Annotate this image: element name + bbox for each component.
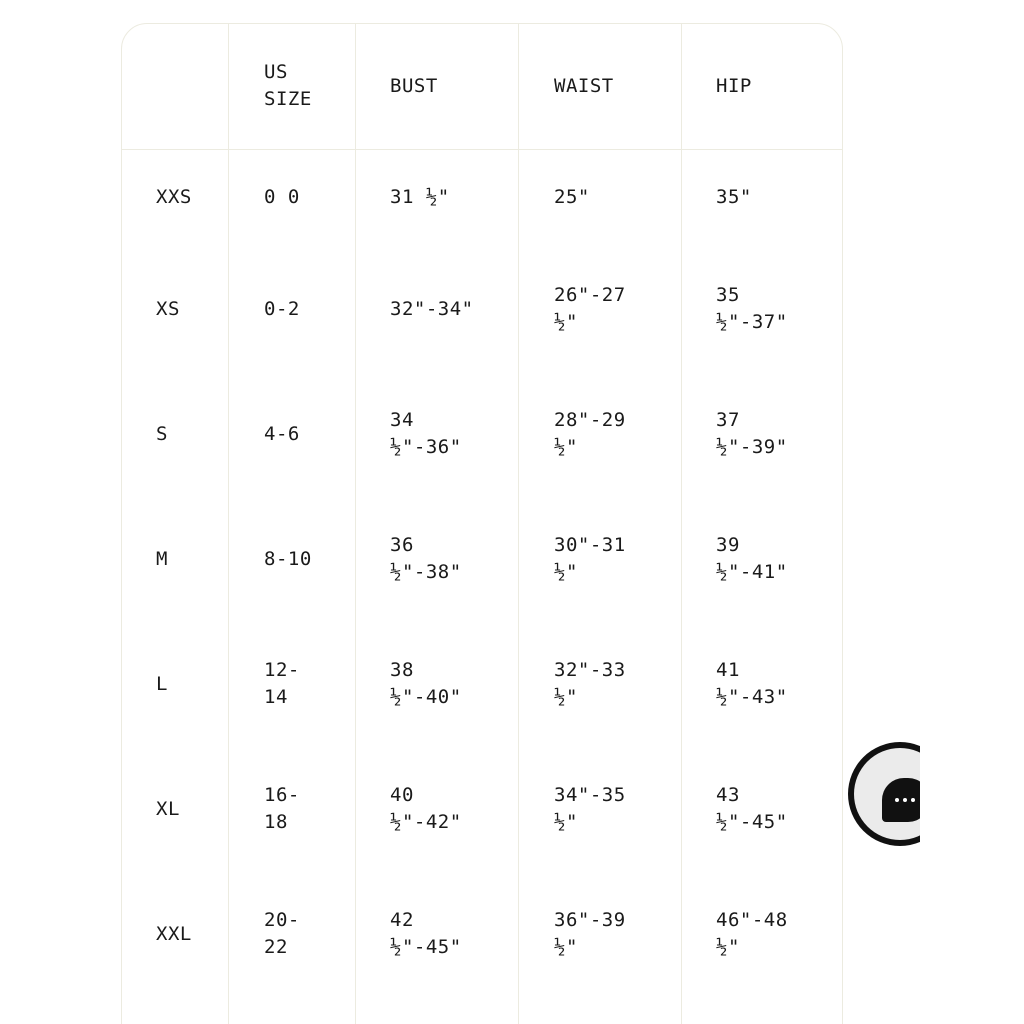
us-size-value: 0-2 (264, 298, 300, 320)
waist-value: 30"-31 ½" (554, 534, 626, 583)
hip-value: 37 ½"-39" (716, 409, 788, 458)
size-label: XS (156, 298, 180, 320)
size-label: XXS (156, 186, 192, 208)
waist-value: 28"-29 ½" (554, 409, 626, 458)
size-label: S (156, 423, 168, 445)
bust-value: 42 ½"-45" (390, 909, 462, 958)
waist-value: 36"-39 ½" (554, 909, 626, 958)
us-size-value: 8-10 (264, 548, 312, 570)
page-edge-mask (920, 0, 1024, 1024)
size-label: XXL (156, 923, 192, 945)
hip-value: 41 ½"-43" (716, 659, 788, 708)
bust-value: 36 ½"-38" (390, 534, 462, 583)
size-label: L (156, 673, 168, 695)
size-label: XL (156, 798, 180, 820)
hip-value: 35" (716, 186, 752, 208)
header-us-size: US SIZE (264, 61, 312, 110)
header-divider (122, 149, 842, 150)
bust-value: 38 ½"-40" (390, 659, 462, 708)
waist-value: 25" (554, 186, 590, 208)
header-waist: WAIST (554, 75, 614, 97)
bust-value: 32"-34" (390, 298, 474, 320)
us-size-value: 12- 14 (264, 659, 300, 708)
size-label: M (156, 548, 168, 570)
column-divider (228, 24, 229, 1024)
bust-value: 34 ½"-36" (390, 409, 462, 458)
waist-value: 26"-27 ½" (554, 284, 626, 333)
column-divider (681, 24, 682, 1024)
hip-value: 43 ½"-45" (716, 784, 788, 833)
header-hip: HIP (716, 75, 752, 97)
hip-value: 35 ½"-37" (716, 284, 788, 333)
bust-value: 40 ½"-42" (390, 784, 462, 833)
header-bust: BUST (390, 75, 438, 97)
waist-value: 34"-35 ½" (554, 784, 626, 833)
us-size-value: 0 0 (264, 186, 300, 208)
us-size-value: 4-6 (264, 423, 300, 445)
us-size-value: 20- 22 (264, 909, 300, 958)
column-divider (355, 24, 356, 1024)
hip-value: 46"-48 ½" (716, 909, 788, 958)
hip-value: 39 ½"-41" (716, 534, 788, 583)
size-chart-table (121, 23, 843, 1024)
waist-value: 32"-33 ½" (554, 659, 626, 708)
us-size-value: 16- 18 (264, 784, 300, 833)
column-divider (518, 24, 519, 1024)
bust-value: 31 ½" (390, 186, 450, 208)
